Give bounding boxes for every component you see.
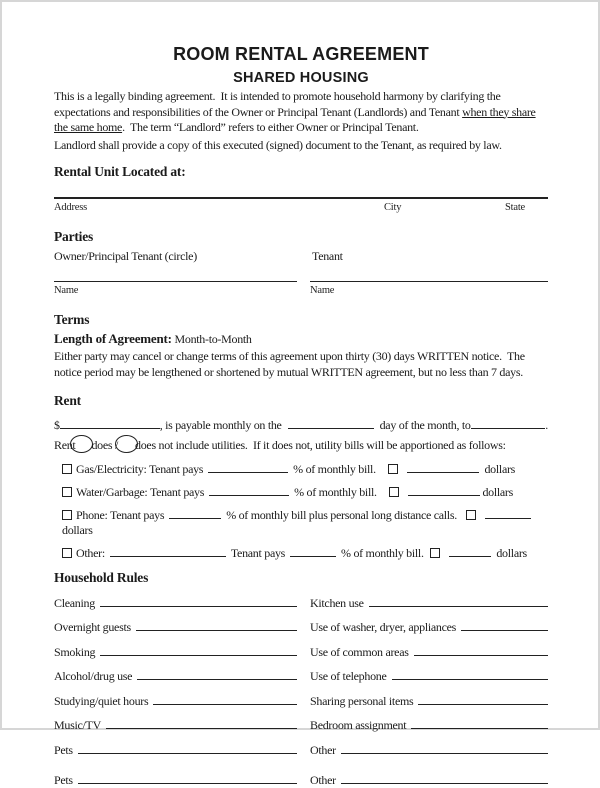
rent-heading: Rent xyxy=(54,393,81,408)
rule-label-music-tv: Music/TV xyxy=(54,718,101,732)
water-checkbox[interactable] xyxy=(62,487,72,497)
utility-row-phone xyxy=(54,508,548,538)
dollar-sign: $ xyxy=(54,418,60,432)
gas-percent-blank[interactable] xyxy=(208,469,288,473)
rent-amount-blank[interactable] xyxy=(60,425,160,429)
rental-unit-heading: Rental Unit Located at: xyxy=(54,164,186,179)
rule-row xyxy=(54,669,548,684)
address-label: Address xyxy=(54,202,88,213)
other-pays-text: Tenant pays xyxy=(230,546,286,560)
rule-blank-cleaning[interactable] xyxy=(100,603,297,607)
rule-label-washer-dryer: Use of washer, dryer, appliances xyxy=(310,620,457,634)
rule-label-pets-1: Pets xyxy=(54,742,73,757)
rent-line1-text-2: day of the month, to xyxy=(379,418,471,432)
rule-label-overnight-guests: Overnight guests xyxy=(54,620,131,634)
water-dollars-label: dollars xyxy=(482,485,513,499)
rent-utilities-line xyxy=(54,435,548,454)
rule-blank-music-tv[interactable] xyxy=(106,725,297,729)
tenant-label: Tenant xyxy=(312,249,343,263)
rule-blank-telephone[interactable] xyxy=(392,676,548,680)
other-checkbox[interactable] xyxy=(62,548,72,558)
rule-label-alcohol-drug-use: Alcohol/drug use xyxy=(54,669,133,683)
rule-blank-pets-1[interactable] xyxy=(78,750,297,754)
phone-dollars-label: dollars xyxy=(62,523,93,537)
intro-text-2: . The term “Landlord” refers to either Owner or Principal Tenant. xyxy=(122,120,419,134)
owner-principal-tenant-label: Owner/Principal Tenant (circle) xyxy=(54,249,197,263)
utility-row-water xyxy=(54,485,548,500)
gas-mid-text: % of monthly bill. xyxy=(293,462,376,476)
rule-row xyxy=(54,743,548,758)
other-mid-text: % of monthly bill. xyxy=(341,546,424,560)
rule-blank-studying-quiet-hours[interactable] xyxy=(153,701,297,705)
household-rules-grid xyxy=(54,596,548,788)
other-label: Other: xyxy=(76,546,105,560)
intro-text-1: This is a legally binding agreement. It is intended to promote household harmony by clarifying the expectations and responsibilities of the Owner or Principal Tenant (Landlords) and Tenant xyxy=(54,89,501,119)
rent-line1-period: . xyxy=(545,418,548,432)
city-label: City xyxy=(384,202,402,213)
rule-label-common-areas: Use of common areas xyxy=(310,644,409,659)
rule-row xyxy=(54,596,548,611)
document-title: ROOM RENTAL AGREEMENT xyxy=(173,44,429,64)
phone-checkbox[interactable] xyxy=(62,510,72,520)
length-of-agreement-value: Month-to-Month xyxy=(174,332,252,346)
state-label: State xyxy=(505,202,525,213)
water-dollars-checkbox[interactable] xyxy=(389,487,399,497)
rent-line1-text-1: , is payable monthly on the xyxy=(159,418,282,432)
rule-blank-pets-2[interactable] xyxy=(78,780,297,784)
water-dollars-blank[interactable] xyxy=(408,492,480,496)
other-description-blank[interactable] xyxy=(110,553,226,557)
phone-label: Phone: Tenant pays xyxy=(76,508,165,522)
tenant-name-blank-line[interactable] xyxy=(310,281,548,282)
rule-blank-alcohol-drug-use[interactable] xyxy=(137,676,297,680)
gas-dollars-label: dollars xyxy=(484,462,516,476)
other-dollars-blank[interactable] xyxy=(449,553,491,557)
tenant-name-label: Name xyxy=(310,285,335,296)
address-labels-row xyxy=(54,202,548,216)
water-label: Water/Garbage: Tenant pays xyxy=(76,485,205,499)
intro-underlined-phrase: when they share the same home xyxy=(54,104,536,134)
water-percent-blank[interactable] xyxy=(209,492,289,496)
terms-heading: Terms xyxy=(54,312,90,327)
parties-labels-row xyxy=(54,249,548,264)
rule-blank-bedroom-assignment[interactable] xyxy=(411,725,548,729)
phone-mid-text: % of monthly bill plus personal long distance calls. xyxy=(226,508,457,522)
rule-row xyxy=(54,645,548,660)
rent-word: Rent xyxy=(54,438,76,452)
rule-row xyxy=(54,620,548,635)
gas-dollars-checkbox[interactable] xyxy=(388,464,398,474)
rule-blank-common-areas[interactable] xyxy=(414,652,548,656)
document-subtitle: SHARED HOUSING xyxy=(233,70,369,86)
rule-label-pets-2: Pets xyxy=(54,772,73,787)
utility-row-other xyxy=(54,546,548,561)
length-of-agreement-label: Length of Agreement: xyxy=(54,331,172,346)
parties-heading: Parties xyxy=(54,229,94,244)
gas-label: Gas/Electricity: Tenant pays xyxy=(76,462,204,476)
rule-label-other-1: Other xyxy=(310,742,336,757)
address-blank-line[interactable] xyxy=(54,197,548,199)
rule-label-cleaning: Cleaning xyxy=(54,595,95,610)
rule-label-other-2: Other xyxy=(310,772,336,787)
utility-row-gas xyxy=(54,462,548,477)
option-slash: / xyxy=(114,438,119,452)
rule-blank-smoking[interactable] xyxy=(100,652,297,656)
intro-line2: Landlord shall provide a copy of this executed (signed) document to the Tenant, as required by law. xyxy=(54,137,502,152)
intro-paragraph xyxy=(54,89,548,136)
does-not-option-label: does not include utilities. If it does not, utility bills will be apportioned as follows: xyxy=(135,438,506,452)
phone-percent-blank[interactable] xyxy=(169,515,221,519)
rule-label-telephone: Use of telephone xyxy=(310,669,387,683)
gas-dollars-blank[interactable] xyxy=(407,469,479,473)
owner-name-blank-line[interactable] xyxy=(54,281,297,282)
rule-blank-other-1[interactable] xyxy=(341,750,548,754)
other-dollars-label: dollars xyxy=(496,546,527,560)
rent-amount-line xyxy=(54,418,548,433)
name-lines-row xyxy=(54,264,548,296)
phone-dollars-checkbox[interactable] xyxy=(466,510,476,520)
gas-checkbox[interactable] xyxy=(62,464,72,474)
rule-label-bedroom-assignment: Bedroom assignment xyxy=(310,718,407,732)
owner-name-label: Name xyxy=(54,285,79,296)
rule-row xyxy=(54,694,548,709)
rule-blank-kitchen-use[interactable] xyxy=(369,603,548,607)
rule-label-kitchen-use: Kitchen use xyxy=(310,595,364,610)
household-rules-heading: Household Rules xyxy=(54,570,149,585)
phone-dollars-blank[interactable] xyxy=(485,515,531,519)
rule-blank-other-2[interactable] xyxy=(341,780,548,784)
rule-blank-washer-dryer[interactable] xyxy=(461,627,548,631)
length-of-agreement-line xyxy=(54,331,548,347)
rule-label-smoking: Smoking xyxy=(54,644,96,659)
rule-label-studying-quiet-hours: Studying/quiet hours xyxy=(54,693,149,708)
water-mid-text: % of monthly bill. xyxy=(294,485,377,499)
other-percent-blank[interactable] xyxy=(290,553,336,557)
rule-row xyxy=(54,773,548,788)
rule-label-sharing-personal-items: Sharing personal items xyxy=(310,693,414,708)
does-option-label: does xyxy=(91,438,113,452)
rule-blank-sharing-personal-items[interactable] xyxy=(418,701,548,705)
rule-row xyxy=(54,718,548,733)
rule-blank-overnight-guests[interactable] xyxy=(136,627,297,631)
rent-payee-blank[interactable] xyxy=(471,425,546,429)
terms-paragraph: Either party may cancel or change terms of this agreement upon thirty (30) days WRITTEN notice. The notice period may be lengthened or shortened by mutual WRITTEN agreement, but no less than 7 days. xyxy=(54,349,525,379)
other-dollars-checkbox[interactable] xyxy=(430,548,440,558)
rent-day-blank[interactable] xyxy=(288,425,374,429)
